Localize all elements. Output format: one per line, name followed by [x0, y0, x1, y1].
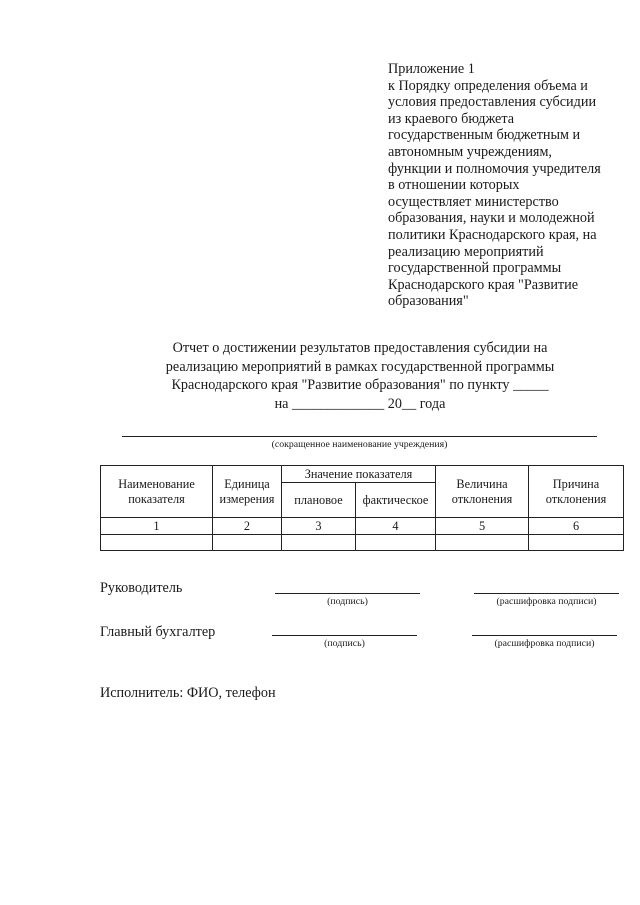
column-number: 3 — [282, 518, 356, 535]
appendix-line: политики Краснодарского края, на — [388, 226, 597, 243]
report-title-line: реализацию мероприятий в рамках государственной программы — [165, 358, 555, 375]
indicators-table — [100, 465, 624, 551]
accountant-decoding-line — [472, 635, 617, 636]
report-title — [0, 339, 640, 413]
head-label: Руководитель — [100, 580, 183, 596]
appendix-line: из краевого бюджета — [388, 110, 515, 127]
table-cell — [101, 535, 213, 551]
header-deviation: Величина отклонения — [436, 466, 529, 518]
head-decoding-caption: (расшифровка подписи) — [496, 596, 597, 607]
header-indicator-name: Наименование показателя — [101, 466, 213, 518]
organization-name-caption: (сокращенное наименование учреждения) — [271, 439, 448, 450]
head-decoding-line — [474, 593, 619, 594]
appendix-header — [388, 61, 638, 310]
appendix-line: в отношении которых — [388, 177, 520, 194]
head-signature-line — [275, 593, 420, 594]
head-signature-caption: (подпись) — [327, 596, 368, 607]
appendix-line: образования" — [388, 293, 469, 310]
appendix-line: автономным учреждениям, — [388, 143, 552, 160]
header-deviation-reason: Причина отклонения — [529, 466, 624, 518]
accountant-signature-caption: (подпись) — [324, 638, 365, 649]
column-number: 6 — [529, 518, 624, 535]
column-number: 5 — [436, 518, 529, 535]
column-number: 1 — [101, 518, 213, 535]
table-cell — [213, 535, 282, 551]
accountant-signature-line — [272, 635, 417, 636]
table-row-numbering — [101, 518, 624, 535]
column-number: 2 — [213, 518, 282, 535]
report-title-line: Краснодарского края "Развитие образования" по пункту _____ — [171, 377, 549, 394]
appendix-line: государственной программы — [388, 260, 562, 277]
table-row-empty — [101, 535, 624, 551]
appendix-line: функции и полномочия учредителя — [388, 160, 601, 177]
appendix-line: условия предоставления субсидии — [388, 94, 597, 111]
accountant-label: Главный бухгалтер — [100, 624, 216, 640]
table-cell — [529, 535, 624, 551]
appendix-line: осуществляет министерство — [388, 193, 559, 210]
appendix-line: Краснодарского края "Развитие — [388, 276, 579, 293]
table-cell — [356, 535, 436, 551]
appendix-line: реализацию мероприятий — [388, 243, 544, 260]
report-title-line: Отчет о достижении результатов предоставления субсидии на — [172, 340, 548, 356]
column-number: 4 — [356, 518, 436, 535]
report-title-line: на _____________ 20__ года — [274, 395, 446, 412]
table-cell — [436, 535, 529, 551]
header-indicator-value: Значение показателя — [282, 466, 436, 483]
header-unit: Единица измерения — [213, 466, 282, 518]
table-cell — [282, 535, 356, 551]
appendix-line: образования, науки и молодежной — [388, 210, 595, 227]
appendix-line: государственным бюджетным и — [388, 127, 581, 144]
accountant-decoding-caption: (расшифровка подписи) — [494, 638, 595, 649]
appendix-line: Приложение 1 — [388, 61, 475, 77]
appendix-line: к Порядку определения объема и — [388, 77, 588, 94]
header-planned: плановое — [282, 483, 356, 518]
header-actual: фактическое — [356, 483, 436, 518]
executor-line: Исполнитель: ФИО, телефон — [100, 685, 276, 701]
organization-name-line — [122, 436, 597, 437]
